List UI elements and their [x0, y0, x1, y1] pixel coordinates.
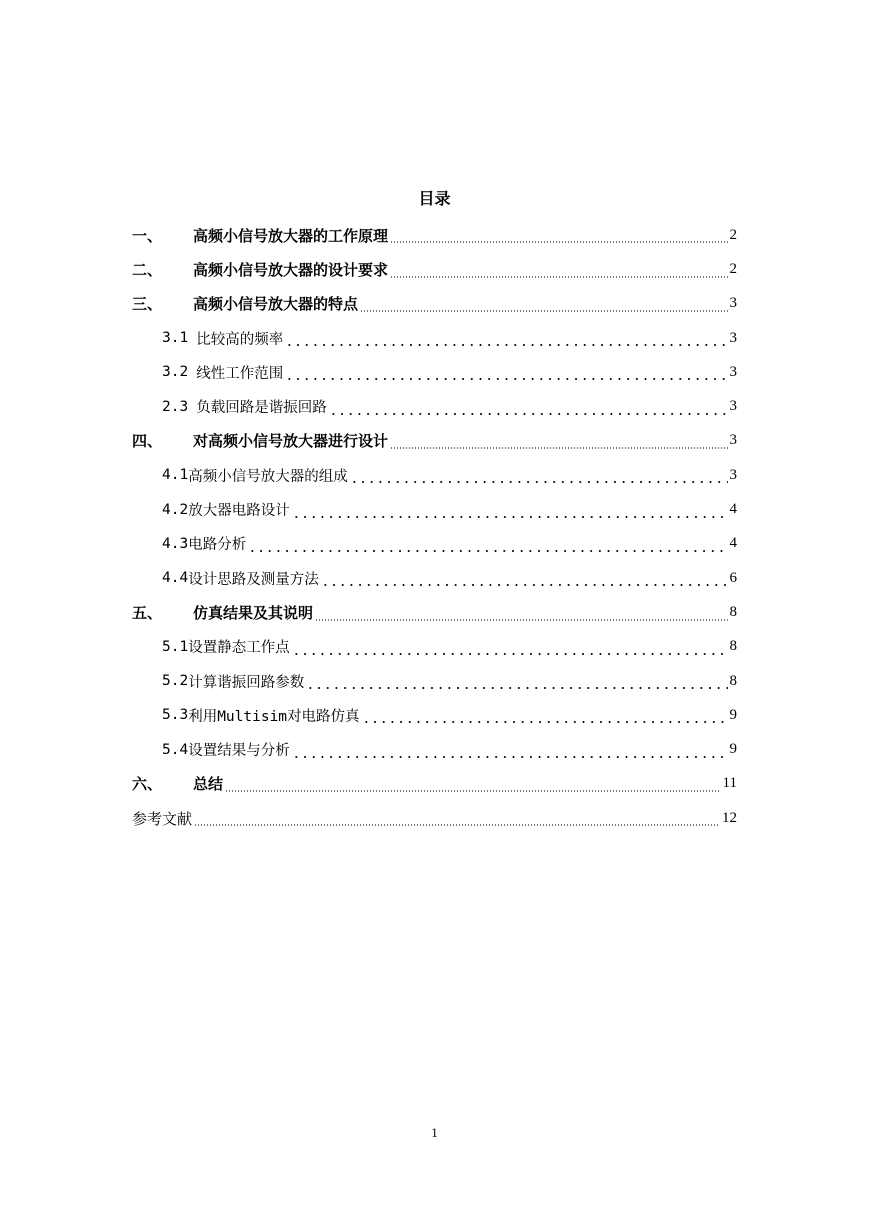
toc-leader-dots [292, 653, 728, 655]
toc-entry-page: 9 [729, 741, 737, 758]
toc-leader-dots [315, 619, 727, 621]
toc-entry-label: 高频小信号放大器的组成 [188, 468, 348, 485]
toc-entry-5-1[interactable] [132, 630, 737, 664]
toc-entry-page: 12 [722, 809, 737, 826]
toc-entry-5-2[interactable] [132, 664, 737, 698]
toc-entry-page: 2 [729, 226, 737, 243]
toc-entry-page: 8 [729, 638, 737, 655]
toc-entry-number: 二、 [132, 260, 163, 279]
toc-entry-label: 高频小信号放大器的特点 [193, 295, 359, 314]
footer-page-number: 1 [431, 1125, 438, 1140]
toc-entry-label-latin: Multisim [217, 708, 288, 725]
toc-leader-dots [285, 344, 727, 346]
toc-entry-4[interactable] [132, 424, 737, 458]
toc-leader-dots [225, 790, 721, 792]
toc-entry-number: 4.2 [162, 501, 189, 518]
toc-leader-dots [248, 550, 727, 552]
toc-entry-3-1[interactable] [132, 321, 737, 355]
toc-entry-3[interactable] [132, 287, 737, 321]
toc-entry-page: 9 [729, 706, 737, 723]
toc-leader-dots [292, 516, 728, 518]
toc-entry-label: 电路分析 [188, 537, 247, 554]
toc-leader-dots [306, 687, 727, 689]
toc-leader-dots [292, 756, 728, 758]
toc-entry-label-prefix: 利用 [188, 708, 218, 725]
toc-leader-dots [360, 310, 727, 312]
table-of-contents [132, 218, 737, 835]
toc-entry-number: 4.3 [162, 535, 189, 552]
toc-entry-number: 五、 [132, 603, 163, 622]
toc-entry-label: 设置结果与分析 [188, 743, 290, 760]
toc-entry-page: 3 [729, 329, 737, 346]
toc-entry-label: 负载回路是谐振回路 [196, 400, 327, 417]
toc-entry-label [188, 705, 359, 726]
toc-entry-page: 2 [729, 260, 737, 277]
toc-leader-dots [285, 378, 727, 380]
toc-entry-label: 高频小信号放大器的设计要求 [193, 260, 389, 279]
toc-entry-4-1[interactable] [132, 458, 737, 492]
toc-leader-dots [390, 276, 727, 278]
toc-entry-number: 四、 [132, 432, 163, 451]
toc-entry-number: 5.2 [162, 673, 189, 689]
toc-entry-label: 放大器电路设计 [188, 503, 290, 520]
toc-entry-4-3[interactable] [132, 527, 737, 561]
toc-entry-number: 3.1 [162, 330, 189, 347]
toc-entry-page: 4 [729, 535, 737, 552]
toc-leader-dots [390, 447, 727, 449]
toc-leader-dots [194, 824, 720, 826]
toc-entry-label: 线性工作范围 [196, 365, 284, 382]
toc-entry-page: 3 [729, 466, 737, 483]
toc-leader-dots [390, 241, 727, 243]
toc-entry-number: 4.4 [162, 570, 189, 587]
toc-entry-4-2[interactable] [132, 492, 737, 526]
toc-entry-number: 2.3 [162, 398, 189, 415]
toc-entry-page: 6 [729, 569, 737, 586]
toc-entry-4-4[interactable] [132, 561, 737, 595]
toc-leader-dots [329, 413, 728, 415]
toc-entry-5-3[interactable] [132, 698, 737, 732]
toc-entry-label: 设计思路及测量方法 [188, 571, 319, 588]
toc-entry-number: 六、 [132, 775, 163, 794]
toc-entry-page: 11 [722, 775, 737, 792]
toc-entry-page: 8 [729, 672, 737, 689]
toc-entry-page: 4 [729, 501, 737, 518]
toc-entry-page: 3 [729, 398, 737, 415]
toc-entry-6[interactable] [132, 767, 737, 801]
toc-entry-page: 3 [729, 363, 737, 380]
toc-entry-label: 总结 [193, 775, 224, 794]
toc-leader-dots [321, 584, 728, 586]
toc-entry-number: 一、 [132, 226, 163, 245]
toc-entry-label: 参考文献 [132, 809, 193, 828]
toc-entry-number: 三、 [132, 295, 163, 314]
toc-entry-number: 5.3 [162, 707, 189, 724]
toc-entry-label-suffix: 对电路仿真 [287, 708, 360, 725]
toc-entry-label: 高频小信号放大器的工作原理 [193, 226, 389, 245]
toc-entry-number: 5.1 [162, 638, 189, 655]
page-title: 目录 [418, 189, 451, 208]
toc-entry-label: 比较高的频率 [196, 331, 284, 348]
toc-entry-number: 4.1 [162, 467, 189, 484]
toc-entry-5[interactable] [132, 595, 737, 629]
toc-entry-label: 仿真结果及其说明 [193, 603, 314, 622]
toc-entry-number: 3.2 [162, 364, 189, 381]
toc-entry-references[interactable] [132, 801, 737, 835]
toc-entry-2[interactable] [132, 252, 737, 286]
toc-entry-5-4[interactable] [132, 732, 737, 766]
toc-entry-label: 设置静态工作点 [188, 640, 290, 657]
toc-leader-dots [362, 721, 728, 723]
toc-entry-page: 3 [729, 295, 737, 312]
toc-entry-label: 对高频小信号放大器进行设计 [193, 432, 389, 451]
toc-entry-number: 5.4 [162, 741, 189, 758]
toc-entry-1[interactable] [132, 218, 737, 252]
toc-entry-label: 计算谐振回路参数 [188, 674, 305, 691]
toc-entry-2-3[interactable] [132, 389, 737, 423]
toc-entry-3-2[interactable] [132, 355, 737, 389]
toc-leader-dots [350, 481, 728, 483]
toc-entry-page: 3 [729, 432, 737, 449]
toc-entry-page: 8 [729, 603, 737, 620]
